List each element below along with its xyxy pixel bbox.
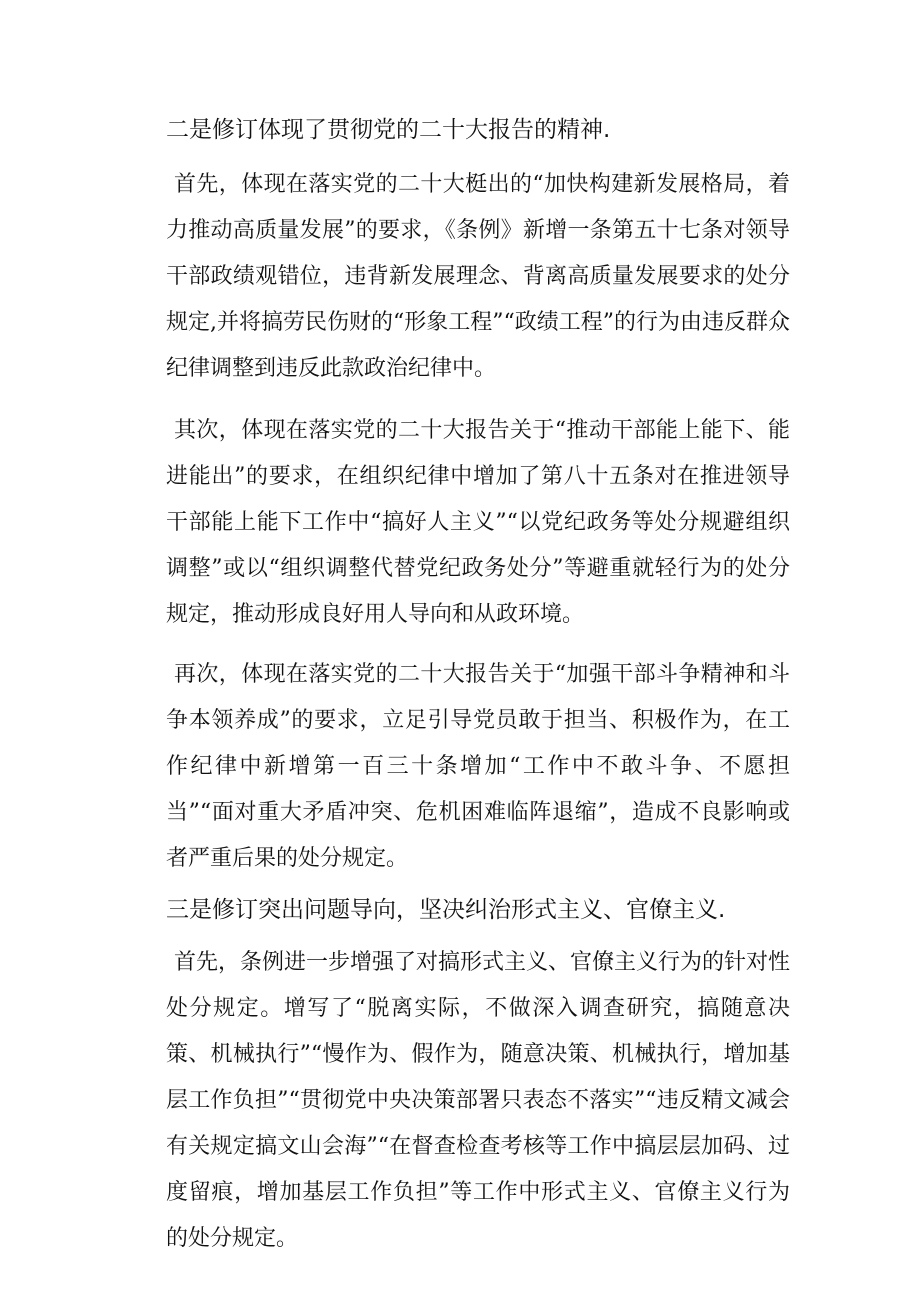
- document-body: [166, 112, 790, 1276]
- paragraph-first-2: 首先，体现在落实党的二十大梃出的“加快构建新发展格局，着力推动高质量发展”的要求，《条例》新增一条第五十七条对领导干部政绩观错位，违背新发展理念、背离高质量发展要求的处分规定,并将搞劳民伤财的“形象工程”“政绩工程”的行为由违反群众纪律调整到违反此款政治纪律中。: [166, 172, 790, 381]
- section-heading-3: 三是修订突出问题导向，坚决纠治形式主义、官僚主义.: [166, 897, 726, 923]
- paragraph-first-3: 首先，条例进一步增强了对搞形式主义、官僚主义行为的针对性处分规定。增写了“脱离实际，不做深入调查研究，搞随意决策、机械执行”“慢作为、假作为，随意决策、机械执行，增加基层工作负担”“贯彻党中央决策部署只表态不落实”“违反精文减会有关规定搞文山会海”“在督查检查考核等工作中搞层层加码、过度留痕，增加基层工作负担”等工作中形式主义、官僚主义行为的处分规定。: [166, 950, 791, 1251]
- section-heading-2: 二是修订体现了贯彻党的二十大报告的精神.: [166, 117, 611, 143]
- paragraph-second-2: 其次，体现在落实党的二十大报告关于“推动干部能上能下、能进能出”的要求，在组织纪律中增加了第八十五条对在推进领导干部能上能下工作中“搞好人主义”“以党纪政务等处分规避组织调整”或以“组织调整代替党纪政务处分”等避重就轻行为的处分规定，推动形成良好用人导向和从政环境。: [166, 418, 790, 627]
- paragraph-third-2: 再次，体现在落实党的二十大报告关于“加强干部斗争精神和斗争本领养成”的要求，立足引导党员敢于担当、积极作为，在工作纪律中新增第一百三十条增加“工作中不敢斗争、不愿担当”“面对重大矛盾冲突、危机困难临阵退缩”，造成不良影响或者严重后果的处分规定。: [166, 662, 790, 871]
